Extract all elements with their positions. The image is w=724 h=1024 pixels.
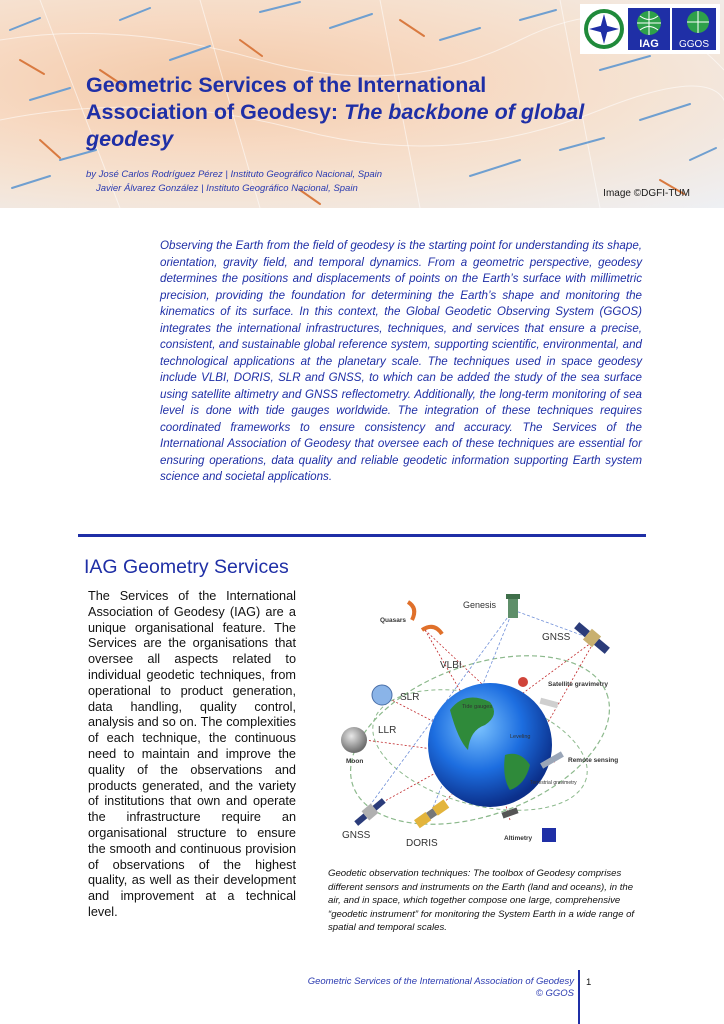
- abstract-paragraph: Observing the Earth from the field of geodesy is the starting point for understanding its shape, orientation, gravity field, and temporal dynamics. From a geometric perspective, geodesy determines the positions and displacements of points on the Earth’s surface with millimetric precision, providing the foundation for determining the Earth’s shape and monitoring the kinematics of its surface. In this context, the Global Geodetic Observing System (GGOS) integrates the international infrastructures, techniques, and services that ensure a precise, consistent, and sustainable global reference system, supporting scientific, environmental, and technological applications at the planetary scale. The techniques used in space geodesy include VLBI, DORIS, SLR and GNSS, to which can be added the study of the sea surface using satellite altimetry and GNSS reflectometry. Additionally, the long-term monitoring of sea level is done with tide gauges worldwide. The integration of these techniques requires coordinated frameworks to ensure consistency and accuracy. The Services of the International Association of Geodesy that oversee each of these techniques are essential for ensuring operations, data quality and reliable geodetic information supporting Earth system science and societal applications.: [160, 239, 642, 483]
- label-gnss-bottom: GNSS: [342, 830, 371, 841]
- author-1: by José Carlos Rodríguez Pérez | Instituto Geográfico Nacional, Spain: [86, 169, 383, 180]
- lageos-satellite-icon: [372, 685, 392, 705]
- label-moon: Moon: [346, 758, 364, 765]
- footer-title: Geometric Services of the International Association of Geodesy: [307, 976, 574, 987]
- label-llr: LLR: [378, 725, 397, 736]
- page-footer: [308, 976, 574, 1000]
- label-slr: SLR: [400, 692, 420, 703]
- label-terrestrial-gravimetry: Terrestrial gravimetry: [530, 780, 577, 786]
- label-quasars: Quasars: [380, 617, 407, 624]
- genesis-satellite-icon: [506, 594, 520, 618]
- section-body: The Services of the International Association of Geodesy (IAG) are a unique organisational feature. The Services are the organisations that oversee all aspects related to individual geodetic techniques, from operational to product generation, data handling, quality control, analysis and so on. The complexities of each technique, the continuous need to maintain and improve the quality of the observations and products generated, and the variety of institutions that own and operate the infrastructure require an organisational structure to ensure the smooth and continuous provision of observations of the highest quality, as well as their development and improvement at a technical level.: [88, 589, 296, 919]
- svg-text:IAG: IAG: [639, 38, 659, 50]
- gnss-bottom-satellite-icon: [352, 796, 387, 828]
- label-gnss-top: GNSS: [542, 632, 571, 643]
- image-credit: Image ©DGFI-TUM: [603, 188, 690, 199]
- logos-panel: [580, 4, 720, 54]
- label-tide-gauges: Tide gauges: [462, 704, 493, 710]
- label-altimetry: Altimetry: [504, 835, 533, 842]
- section-divider: [78, 534, 646, 537]
- title-italic: The backbone of global geodesy: [86, 100, 585, 151]
- page-title: [86, 72, 606, 153]
- ggos-logo: [672, 8, 716, 50]
- label-satellite-gravimetry: Satellite gravimetry: [548, 681, 608, 688]
- quasar-icon: [408, 602, 442, 634]
- earth-globe: [428, 683, 552, 807]
- footer-divider: [578, 970, 580, 1024]
- label-genesis: Genesis: [463, 600, 497, 610]
- header-banner: [0, 0, 724, 208]
- title-plain: Geometric Services of the International Association of Geodesy:: [86, 73, 487, 124]
- moon-icon: [341, 727, 367, 753]
- section-title: IAG Geometry Services: [84, 556, 289, 578]
- geodetic-techniques-figure: [330, 590, 630, 860]
- page-number: 1: [586, 977, 592, 988]
- iag-compass-logo: [582, 8, 626, 50]
- label-leveling: Leveling: [510, 734, 531, 740]
- author-2: Javier Álvarez González | Instituto Geográfico Nacional, Spain: [96, 183, 358, 194]
- label-vlbi: VLBI: [440, 660, 462, 671]
- label-doris: DORIS: [406, 838, 438, 849]
- label-remote-sensing: Remote sensing: [568, 757, 619, 764]
- gnss-station-marker: [518, 677, 528, 687]
- author-byline: [86, 168, 382, 196]
- figure-caption: Geodetic observation techniques: The toolbox of Geodesy comprises different sensors and instruments on the Earth (land and oceans), in the air, and in space, which together compose one large, comprehensive “geodetic instrument” for monitoring the System Earth in a wide range of spatial and temporal scales.: [328, 868, 635, 933]
- svg-text:GGOS: GGOS: [678, 39, 710, 50]
- iag-logo: [628, 8, 670, 50]
- footer-copyright: © GGOS: [535, 988, 574, 999]
- gravimetry-satellite-icon: [540, 698, 559, 708]
- gnss-satellite-icon: [572, 620, 612, 656]
